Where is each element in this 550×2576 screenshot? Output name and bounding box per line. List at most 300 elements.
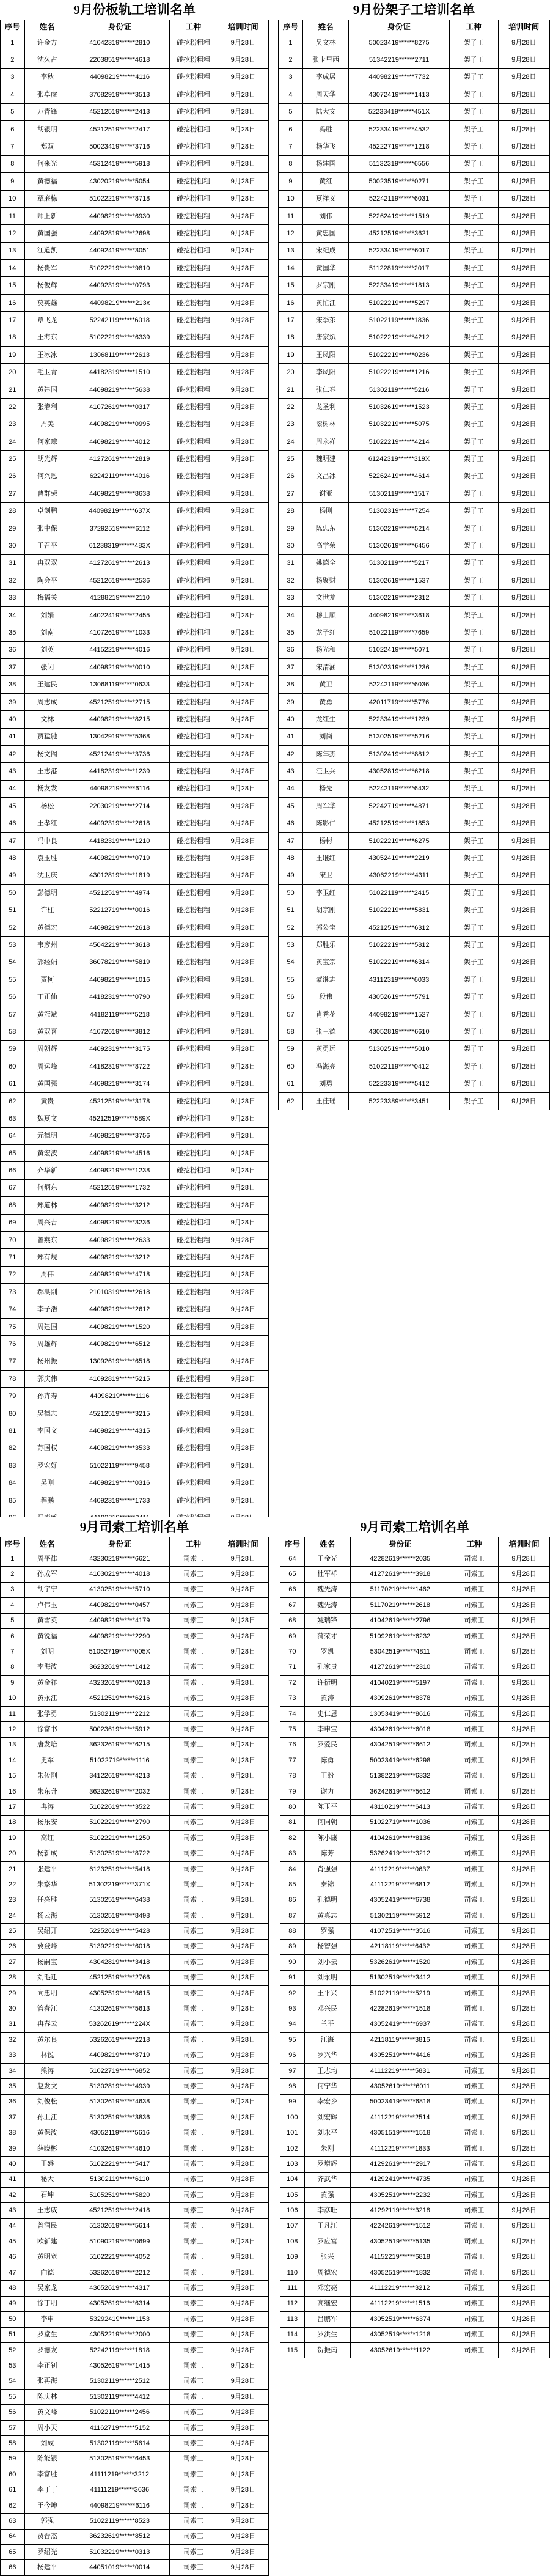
cell-training-date: 9月28日 xyxy=(218,381,268,398)
table-row xyxy=(1,1492,269,1509)
cell-name: 周小天 xyxy=(24,2420,70,2435)
cell-training-date: 9月28日 xyxy=(218,2420,268,2435)
table-row xyxy=(279,832,550,849)
cell-name: 周永祥 xyxy=(302,433,348,450)
cell-index: 59 xyxy=(1,1040,25,1058)
table-row xyxy=(280,1644,550,1660)
table-row xyxy=(279,902,550,919)
cell-id-number: 45212519******1853 xyxy=(349,815,449,832)
cell-index: 19 xyxy=(1,347,25,364)
cell-name: 周朝辉 xyxy=(24,1040,70,1058)
cell-index: 43 xyxy=(279,763,303,780)
cell-job-type: 司索工 xyxy=(169,2545,218,2560)
cell-job-type: 司索工 xyxy=(450,2141,498,2156)
cell-job-type: 司索工 xyxy=(169,1676,218,1691)
cell-name: 曹群荣 xyxy=(24,485,70,502)
cell-index: 39 xyxy=(1,2141,25,2156)
cell-job-type: 架子工 xyxy=(449,120,498,138)
cell-id-number: 44182319******0790 xyxy=(70,988,169,1006)
cell-job-type: 碰挖粉粗粗 xyxy=(169,207,218,224)
sheet-title: 9月司索工培训名单 xyxy=(79,1520,189,1534)
table-row xyxy=(279,242,550,259)
cell-index: 54 xyxy=(279,954,303,971)
cell-training-date: 9月28日 xyxy=(218,225,268,242)
cell-training-date: 9月28日 xyxy=(218,1474,268,1492)
cell-id-number: 51022219******1250 xyxy=(70,1831,169,1846)
cell-id-number: 13068119******0633 xyxy=(70,676,169,693)
cell-name: 文林 xyxy=(24,711,70,728)
cell-index: 38 xyxy=(279,676,303,693)
table-row xyxy=(1,885,269,902)
cell-index: 21 xyxy=(1,1861,25,1877)
cell-job-type: 架子工 xyxy=(449,763,498,780)
cell-index: 49 xyxy=(1,867,25,884)
table-row xyxy=(1,624,269,641)
cell-job-type: 碰挖粉粗粗 xyxy=(169,312,218,329)
cell-id-number: 51302619******1537 xyxy=(349,572,449,589)
cell-name: 彭德明 xyxy=(24,885,70,902)
cell-name: 罗宏好 xyxy=(24,1457,70,1474)
cell-job-type: 司索工 xyxy=(450,1551,498,1567)
header-row xyxy=(279,20,550,34)
cell-id-number: 44182319******1239 xyxy=(70,763,169,780)
cell-name: 孔德明 xyxy=(304,1893,350,1908)
cell-index: 4 xyxy=(279,86,303,103)
cell-name: 蒙继志 xyxy=(302,971,348,988)
cell-job-type: 司索工 xyxy=(450,1939,498,1954)
cell-index: 37 xyxy=(1,659,25,676)
table-row xyxy=(280,1893,550,1908)
header-index: 序号 xyxy=(279,20,303,34)
cell-job-type: 碰挖粉粗粗 xyxy=(169,416,218,433)
cell-training-date: 9月28日 xyxy=(218,1644,268,1660)
cell-training-date: 9月28日 xyxy=(218,2172,268,2187)
cell-training-date: 9月28日 xyxy=(218,312,268,329)
cell-id-number: 51022219******6339 xyxy=(70,329,169,346)
table-row xyxy=(1,988,269,1006)
cell-name: 沈卫庆 xyxy=(24,867,70,884)
cell-index: 35 xyxy=(1,624,25,641)
table-row xyxy=(280,1815,550,1830)
table-row xyxy=(1,225,269,242)
cell-name: 王继红 xyxy=(302,850,348,867)
cell-name: 刘勇 xyxy=(302,1075,348,1092)
cell-job-type: 司索工 xyxy=(169,2001,218,2017)
cell-index: 34 xyxy=(279,606,303,624)
cell-id-number: 52242119******6432 xyxy=(349,780,449,797)
table-row xyxy=(1,780,269,797)
table-row xyxy=(1,641,269,658)
cell-training-date: 9月28日 xyxy=(499,2048,550,2063)
header-row xyxy=(280,1537,550,1551)
cell-name: 周兴吉 xyxy=(24,1214,70,1231)
cell-id-number: 51170219******1462 xyxy=(350,1582,450,1597)
cell-training-date: 9月28日 xyxy=(218,1231,268,1248)
table-row xyxy=(1,2141,269,2156)
table-row xyxy=(1,2172,269,2187)
cell-index: 104 xyxy=(280,2172,305,2187)
cell-id-number: 44098219******3618 xyxy=(349,606,449,624)
cell-training-date: 9月28日 xyxy=(499,1768,550,1784)
cell-job-type: 架子工 xyxy=(449,676,498,693)
cell-name: 罗凯 xyxy=(304,1644,350,1660)
cell-job-type: 司索工 xyxy=(169,1691,218,1706)
cell-id-number: 45212519******3215 xyxy=(70,1405,169,1422)
cell-index: 55 xyxy=(1,971,25,988)
cell-name: 周天华 xyxy=(302,86,348,103)
table-row xyxy=(1,2296,269,2311)
table-row xyxy=(279,1058,550,1075)
cell-name: 李申 xyxy=(24,2312,70,2327)
table-row xyxy=(1,1301,269,1318)
cell-name: 罗堂生 xyxy=(24,2327,70,2342)
cell-name: 管春江 xyxy=(24,2001,70,2017)
cell-name: 罗绍光 xyxy=(24,2545,70,2560)
cell-training-date: 9月28日 xyxy=(218,2390,268,2405)
cell-index: 19 xyxy=(1,1831,25,1846)
cell-training-date: 9月28日 xyxy=(498,867,549,884)
cell-training-date: 9月28日 xyxy=(218,1110,268,1127)
cell-index: 32 xyxy=(1,2033,25,2048)
table-row xyxy=(1,277,269,294)
cell-job-type: 碰挖粉粗粗 xyxy=(169,86,218,103)
cell-index: 26 xyxy=(279,468,303,485)
table-row xyxy=(280,2017,550,2032)
table-row xyxy=(1,1006,269,1023)
cell-name: 秘大 xyxy=(24,2172,70,2187)
table-row xyxy=(1,1831,269,1846)
cell-index: 65 xyxy=(1,1145,25,1162)
cell-job-type: 司索工 xyxy=(169,1815,218,1830)
cell-training-date: 9月28日 xyxy=(218,746,268,763)
table-row xyxy=(280,1846,550,1861)
cell-training-date: 9月28日 xyxy=(218,2498,268,2513)
cell-id-number: 51302519******5216 xyxy=(349,728,449,745)
cell-name: 周雄辉 xyxy=(24,1336,70,1353)
cell-name: 孔家贵 xyxy=(304,1660,350,1675)
cell-job-type: 司索工 xyxy=(169,2125,218,2141)
cell-name: 卓剑鹏 xyxy=(24,502,70,520)
cell-job-type: 司索工 xyxy=(450,2218,498,2234)
cell-id-number: 61238319******483X xyxy=(70,537,169,554)
cell-training-date: 9月28日 xyxy=(218,1877,268,1893)
cell-index: 2 xyxy=(279,51,303,68)
cell-id-number: 41292419******4735 xyxy=(350,2172,450,2187)
table-row xyxy=(280,1924,550,1939)
cell-job-type: 碰挖粉粗粗 xyxy=(169,1457,218,1474)
table-row xyxy=(280,2063,550,2078)
cell-id-number: 44098219******7732 xyxy=(349,68,449,86)
cell-index: 23 xyxy=(279,416,303,433)
cell-name: 刘俊松 xyxy=(24,2094,70,2110)
cell-id-number: 42282619******2035 xyxy=(350,1551,450,1567)
cell-name: 王召平 xyxy=(24,537,70,554)
cell-job-type: 碰挖粉粗粗 xyxy=(169,1474,218,1492)
table-row xyxy=(279,381,550,398)
cell-name: 宋季东 xyxy=(302,312,348,329)
cell-name: 王孝红 xyxy=(24,815,70,832)
cell-job-type: 碰挖粉粗粗 xyxy=(169,1231,218,1248)
table-row xyxy=(280,2218,550,2234)
cell-index: 3 xyxy=(1,1582,25,1597)
cell-training-date: 9月28日 xyxy=(218,294,268,311)
cell-id-number: 51170219******2618 xyxy=(350,1598,450,1613)
cell-index: 56 xyxy=(1,2405,25,2420)
cell-id-number: 37082919******3513 xyxy=(70,86,169,103)
cell-index: 8 xyxy=(1,155,25,172)
cell-id-number: 44098219******6512 xyxy=(70,1336,169,1353)
cell-id-number: 44098219******8719 xyxy=(70,2048,169,2063)
cell-id-number: 51342219******2711 xyxy=(349,51,449,68)
cell-name: 赵发文 xyxy=(24,2079,70,2094)
cell-job-type: 司索工 xyxy=(450,2157,498,2172)
cell-training-date: 9月28日 xyxy=(499,1893,550,1908)
cell-job-type: 碰挖粉粗粗 xyxy=(169,173,218,190)
table-row xyxy=(279,711,550,728)
cell-job-type: 架子工 xyxy=(449,1092,498,1110)
cell-training-date: 9月28日 xyxy=(218,2482,268,2498)
cell-index: 4 xyxy=(1,86,25,103)
cell-name: 胡银明 xyxy=(24,120,70,138)
cell-id-number: 41112219******6812 xyxy=(350,1877,450,1893)
cell-id-number: 51302119******4412 xyxy=(70,2390,169,2405)
cell-name: 穆士顺 xyxy=(302,606,348,624)
cell-id-number: 36242619******5612 xyxy=(350,1784,450,1799)
table-row xyxy=(280,2296,550,2311)
cell-training-date: 9月28日 xyxy=(218,2327,268,2342)
cell-name: 杨华飞 xyxy=(302,138,348,155)
table-row xyxy=(279,746,550,763)
cell-index: 57 xyxy=(1,2420,25,2435)
cell-name: 张三德 xyxy=(302,1023,348,1040)
cell-index: 77 xyxy=(280,1753,305,1768)
cell-id-number: 43042819******3418 xyxy=(70,1955,169,1970)
cell-index: 90 xyxy=(280,1955,305,1970)
cell-training-date: 9月28日 xyxy=(218,520,268,537)
cell-name: 龙子红 xyxy=(302,624,348,641)
cell-index: 113 xyxy=(280,2312,305,2327)
cell-job-type: 碰挖粉粗粗 xyxy=(169,728,218,745)
cell-name: 贾晋杰 xyxy=(24,2529,70,2544)
cell-job-type: 架子工 xyxy=(449,659,498,676)
table-row xyxy=(1,2157,269,2172)
table-row xyxy=(1,2203,269,2218)
cell-job-type: 碰挖粉粗粗 xyxy=(169,641,218,658)
cell-job-type: 司索工 xyxy=(169,2436,218,2451)
table-row xyxy=(279,763,550,780)
cell-job-type: 架子工 xyxy=(449,850,498,867)
cell-job-type: 碰挖粉粗粗 xyxy=(169,815,218,832)
cell-id-number: 51022719******1036 xyxy=(350,1815,450,1830)
cell-name: 张闭 xyxy=(24,659,70,676)
cell-id-number: 61232519******5418 xyxy=(70,1861,169,1877)
cell-job-type: 架子工 xyxy=(449,502,498,520)
cell-training-date: 9月28日 xyxy=(498,954,549,971)
cell-job-type: 司索工 xyxy=(450,1660,498,1675)
cell-id-number: 43052119******5616 xyxy=(70,2125,169,2141)
cell-name: 刘毛迁 xyxy=(24,1970,70,1985)
cell-name: 卢伟玉 xyxy=(24,1598,70,1613)
cell-name: 宋卫 xyxy=(302,867,348,884)
cell-index: 33 xyxy=(279,589,303,606)
table-row xyxy=(279,416,550,433)
cell-id-number: 44182119******5218 xyxy=(70,1006,169,1023)
cell-job-type: 碰挖粉粗粗 xyxy=(169,260,218,277)
cell-index: 73 xyxy=(1,1284,25,1301)
cell-id-number: 53292419******1153 xyxy=(70,2312,169,2327)
cell-index: 7 xyxy=(279,138,303,155)
table-row xyxy=(1,746,269,763)
cell-index: 7 xyxy=(1,1644,25,1660)
cell-name: 陈玉平 xyxy=(304,1800,350,1815)
cell-id-number: 51032219******5075 xyxy=(349,416,449,433)
cell-id-number: 51022219******5831 xyxy=(349,902,449,919)
cell-job-type: 架子工 xyxy=(449,433,498,450)
cell-name: 李成居 xyxy=(302,68,348,86)
cell-name: 徐富书 xyxy=(24,1722,70,1737)
cell-job-type: 司索工 xyxy=(169,2482,218,2498)
cell-job-type: 司索工 xyxy=(450,2110,498,2125)
cell-name: 罗洪生 xyxy=(304,2327,350,2342)
cell-name: 王今坤 xyxy=(24,2498,70,2513)
cell-index: 25 xyxy=(279,451,303,468)
cell-training-date: 9月28日 xyxy=(218,1955,268,1970)
cell-index: 49 xyxy=(1,2296,25,2311)
table-row xyxy=(279,676,550,693)
table-row xyxy=(280,1877,550,1893)
cell-index: 36 xyxy=(279,641,303,658)
cell-id-number: 51022219******6275 xyxy=(349,832,449,849)
cell-job-type: 架子工 xyxy=(449,485,498,502)
table-row xyxy=(1,1939,269,1954)
cell-id-number: 41111219******3212 xyxy=(70,2467,169,2482)
table-row xyxy=(280,1737,550,1753)
table-row xyxy=(1,260,269,277)
cell-name: 李子浩 xyxy=(24,1301,70,1318)
table-row xyxy=(279,155,550,172)
cell-index: 112 xyxy=(280,2296,305,2311)
table-row xyxy=(1,589,269,606)
cell-name: 张仁春 xyxy=(302,381,348,398)
cell-name: 刘英 xyxy=(24,641,70,658)
table-row xyxy=(279,294,550,311)
table-row xyxy=(280,2172,550,2187)
cell-job-type: 司索工 xyxy=(450,2281,498,2296)
cell-job-type: 碰挖粉粗粗 xyxy=(169,988,218,1006)
cell-training-date: 9月28日 xyxy=(498,1023,549,1040)
cell-training-date: 9月28日 xyxy=(498,242,549,259)
cell-job-type: 司索工 xyxy=(450,2063,498,2078)
cell-index: 89 xyxy=(280,1939,305,1954)
cell-name: 郑有规 xyxy=(24,1249,70,1266)
cell-index: 81 xyxy=(280,1815,305,1830)
cell-job-type: 司索工 xyxy=(450,1985,498,2001)
table-row xyxy=(280,2312,550,2327)
cell-name: 任亮胜 xyxy=(24,1893,70,1908)
cell-training-date: 9月28日 xyxy=(498,190,549,207)
table-row xyxy=(1,937,269,954)
cell-training-date: 9月28日 xyxy=(218,1371,268,1388)
cell-index: 27 xyxy=(1,1955,25,1970)
cell-id-number: 45212519******2418 xyxy=(70,2203,169,2218)
table-row xyxy=(1,1753,269,1768)
cell-id-number: 52233419******1813 xyxy=(349,277,449,294)
roster-table xyxy=(0,1537,269,2576)
table-row xyxy=(1,815,269,832)
table-row xyxy=(1,2482,269,2498)
cell-training-date: 9月28日 xyxy=(218,606,268,624)
cell-name: 汪卫兵 xyxy=(302,763,348,780)
cell-name: 袁玉胜 xyxy=(24,850,70,867)
cell-id-number: 51302119******5216 xyxy=(349,381,449,398)
cell-index: 14 xyxy=(279,260,303,277)
cell-job-type: 司索工 xyxy=(450,1924,498,1939)
cell-id-number: 41042619******2796 xyxy=(350,1613,450,1628)
cell-name: 杨聚财 xyxy=(302,572,348,589)
cell-training-date: 9月28日 xyxy=(218,537,268,554)
cell-training-date: 9月28日 xyxy=(218,2436,268,2451)
cell-id-number: 41112219******2514 xyxy=(350,2110,450,2125)
cell-name: 吴绍开 xyxy=(24,1924,70,1939)
cell-id-number: 52233419******1239 xyxy=(349,711,449,728)
cell-job-type: 架子工 xyxy=(449,416,498,433)
cell-job-type: 架子工 xyxy=(449,225,498,242)
cell-id-number: 44098219******5638 xyxy=(70,381,169,398)
cell-name: 万青锋 xyxy=(24,103,70,120)
cell-training-date: 9月28日 xyxy=(218,902,268,919)
cell-index: 26 xyxy=(1,468,25,485)
table-row xyxy=(1,2451,269,2467)
cell-id-number: 42011719******5776 xyxy=(349,693,449,710)
table-row xyxy=(279,919,550,936)
cell-job-type: 碰挖粉粗粗 xyxy=(169,1336,218,1353)
cell-index: 72 xyxy=(280,1676,305,1691)
table-row xyxy=(279,937,550,954)
cell-training-date: 9月28日 xyxy=(218,1179,268,1196)
cell-training-date: 9月28日 xyxy=(499,1970,550,1985)
cell-name: 齐华新 xyxy=(24,1162,70,1179)
table-row xyxy=(1,520,269,537)
cell-job-type: 架子工 xyxy=(449,693,498,710)
table-row xyxy=(280,2265,550,2280)
cell-name: 兰平 xyxy=(304,2017,350,2032)
cell-name: 罗德友 xyxy=(24,2342,70,2358)
cell-index: 45 xyxy=(1,2234,25,2250)
cell-training-date: 9月28日 xyxy=(218,2079,268,2094)
cell-name: 段伟 xyxy=(302,988,348,1006)
cell-index: 101 xyxy=(280,2125,305,2141)
cell-training-date: 9月28日 xyxy=(218,1127,268,1144)
cell-name: 文昌冰 xyxy=(302,468,348,485)
cell-training-date: 9月28日 xyxy=(218,988,268,1006)
cell-index: 94 xyxy=(280,2017,305,2032)
cell-job-type: 碰挖粉粗粗 xyxy=(169,1162,218,1179)
cell-index: 35 xyxy=(1,2079,25,2094)
cell-name: 向忠明 xyxy=(24,1985,70,2001)
cell-job-type: 司索工 xyxy=(169,2218,218,2234)
cell-job-type: 司索工 xyxy=(450,1676,498,1691)
table-row xyxy=(1,2048,269,2063)
cell-id-number: 41042619******8136 xyxy=(350,1831,450,1846)
cell-job-type: 碰挖粉粗粗 xyxy=(169,399,218,416)
cell-name: 胡宗刚 xyxy=(302,902,348,919)
cell-id-number: 51302319******1236 xyxy=(349,659,449,676)
table-row xyxy=(1,1613,269,1628)
header-row xyxy=(1,20,269,34)
cell-training-date: 9月28日 xyxy=(499,1955,550,1970)
cell-name: 张再海 xyxy=(24,2374,70,2389)
cell-training-date: 9月28日 xyxy=(218,1040,268,1058)
